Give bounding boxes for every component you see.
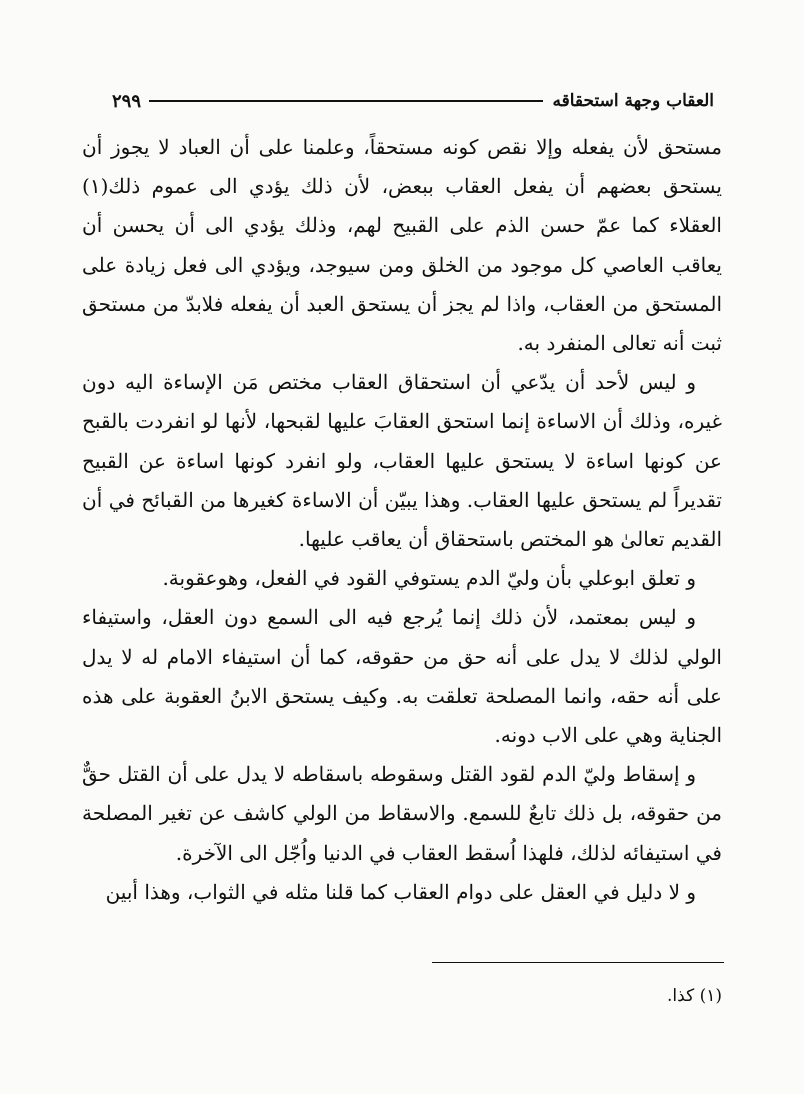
page-number: ٢٩٩	[112, 90, 142, 112]
header-rule	[149, 100, 543, 102]
paragraph: و تعلق ابوعلي بأن وليّ الدم يستوفي القود في الفعل، وهوعقوبة.	[162, 566, 696, 591]
paragraph: و إسقاط وليّ الدم لقود القتل وسقوطه باسقاطه لا يدل على أن القتل حقٌّ من حقوقه، بل ذلك تابعٌ للسمع. والاسقاط من الولي كاشف عن تغير المصلحة في استيفائه لذلك، فلهذا اُسقط العقاب في الدنيا واُجّل الى الآخرة.	[82, 762, 722, 865]
footnote: (١) كذا.	[667, 986, 722, 1006]
paragraph: و لا دليل في العقل على دوام العقاب كما قلنا مثله في الثواب، وهذا أبين	[105, 879, 696, 904]
running-title: العقاب وجهة استحقاقه	[552, 91, 714, 111]
page-header	[112, 88, 714, 114]
body-text	[82, 128, 722, 912]
paragraph: و ليس بمعتمد، لأن ذلك إنما يُرجع فيه الى السمع دون العقل، واستيفاء الولي لذلك لا يدل على أنه حق من حقوقه، كما أن استيفاء الامام له لا يدل على أنه حقه، وانما المصلحة تعلقت به. وكيف يستحق الابنُ العقوبة على هذه الجناية وهي على الاب دونه.	[82, 605, 722, 748]
paragraph: و ليس لأحد أن يدّعي أن استحقاق العقاب مختص مَن الإساءة اليه دون غيره، وذلك أن الاساءة إنما استحق العقابَ عليها لقبحها، لأنها لو انفردت بالقبح عن كونها اساءة لا يستحق عليها العقاب، ولو انفرد كونها اساءة عن القبيح تقديراً لم يستحق عليها العقاب. وهذا يبيّن أن الاساءة كغيرها من القبائح في أن القديم تعالىٰ هو المختص باستحقاق أن يعاقب عليها.	[82, 370, 722, 552]
footnote-rule	[432, 962, 724, 963]
paragraph: مستحق لأن يفعله وإلا نقص كونه مستحقاً، وعلمنا على أن العباد لا يجوز أن يستحق بعضهم أن يفعل العقاب ببعض، لأن ذلك يؤدي الى عموم ذلك(١) العقلاء كما عمّ حسن الذم على القبيح لهم، وذلك يؤدي الى أن يحسن أن يعاقب العاصي كل موجود من الخلق ومن سيوجد، ويؤدي الى فعل زيادة على المستحق من العقاب، واذا لم يجز أن يستحق العبد أن يفعله فلابدّ من مستحق ثبت أنه تعالى المنفرد به.	[82, 135, 722, 356]
